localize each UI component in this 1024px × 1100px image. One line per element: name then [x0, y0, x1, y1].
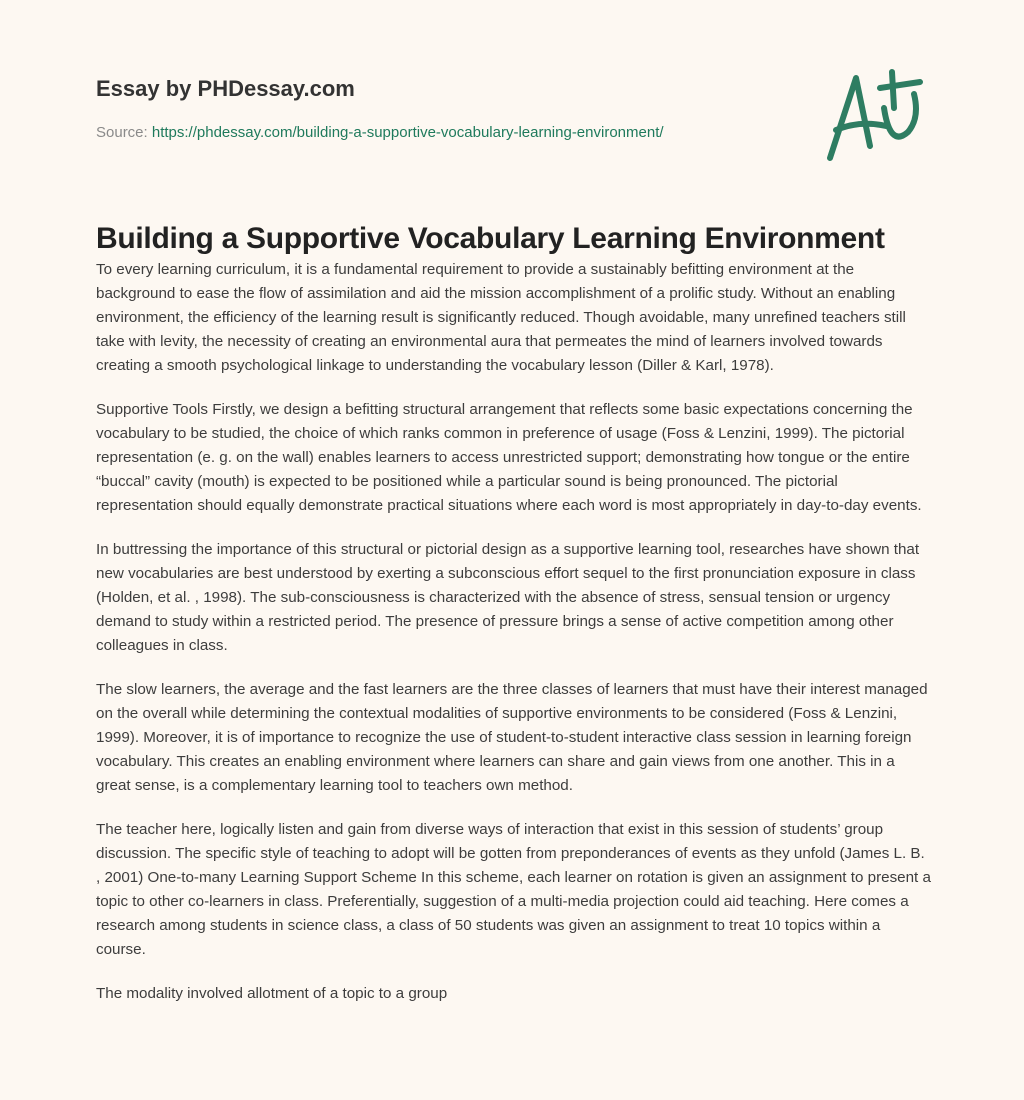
- a-plus-logo-icon: [820, 68, 930, 164]
- source-label: Source:: [96, 124, 148, 141]
- site-brand: Essay by PHDessay.com: [96, 76, 355, 101]
- paragraph: Supportive Tools Firstly, we design a befitting structural arrangement that reflects some basic expectations concerning the vocabulary to be studied, the choice of which ranks common in preference of usage (Foss & Lenzini, 1999). The pictorial representation (e. g. on the wall) enables learners to access unrestricted support; demonstrating how tongue or the entire “buccal” cavity (mouth) is expected to be positioned while a particular sound is being pronounced. The pictorial representation should equally demonstrate practical situations where each word is most appropriately in day-to-day events.: [96, 401, 922, 514]
- paragraph: The modality involved allotment of a topic to a group: [96, 985, 448, 1002]
- paragraph: To every learning curriculum, it is a fundamental requirement to provide a sustainably befitting environment at the background to ease the flow of assimilation and aid the mission accomplishment of a prolific study. Without an enabling environment, the efficiency of the learning result is significantly reduced. Though avoidable, many unrefined teachers still take with levity, the necessity of creating an environmental aura that permeates the mind of learners involved towards creating a smooth psychological linkage to understanding the vocabulary lesson (Diller & Karl, 1978).: [96, 261, 906, 374]
- paragraph: In buttressing the importance of this structural or pictorial design as a supportive learning tool, researches have shown that new vocabularies are best understood by exerting a subconscious effort sequel to the first pronunciation exposure in class (Holden, et al. , 1998). The sub-consciousness is characterized with the absence of stress, sensual tension or urgency demand to study within a restricted period. The presence of pressure brings a sense of active competition among other colleagues in class.: [96, 541, 920, 654]
- source-link[interactable]: https://phdessay.com/building-a-supportive-vocabulary-learning-environment/: [151, 124, 664, 141]
- paragraph: The slow learners, the average and the fast learners are the three classes of learners that must have their interest managed on the overall while determining the contextual modalities of supportive environments to be considered (Foss & Lenzini, 1999). Moreover, it is of importance to recognize the use of student-to-student interactive class session in learning foreign vocabulary. This creates an enabling environment where learners can share and gain views from one another. This in a great sense, is a complementary learning tool to teachers own method.: [96, 681, 928, 794]
- essay-title: Building a Supportive Vocabulary Learning Environment: [96, 222, 885, 255]
- essay-body: [96, 258, 932, 1026]
- paragraph: The teacher here, logically listen and gain from diverse ways of interaction that exist in this session of students’ group discussion. The specific style of teaching to adopt will be gotten from preponderances of events as they unfold (James L. B. , 2001) One-to-many Learning Support Scheme In this scheme, each learner on rotation is given an assignment to present a topic to other co-learners in class. Preferentially, suggestion of a multi-media projection could aid teaching. Here comes a research among students in science class, a class of 50 students was given an assignment to treat 10 topics within a course.: [96, 821, 931, 958]
- source-line: [96, 124, 664, 141]
